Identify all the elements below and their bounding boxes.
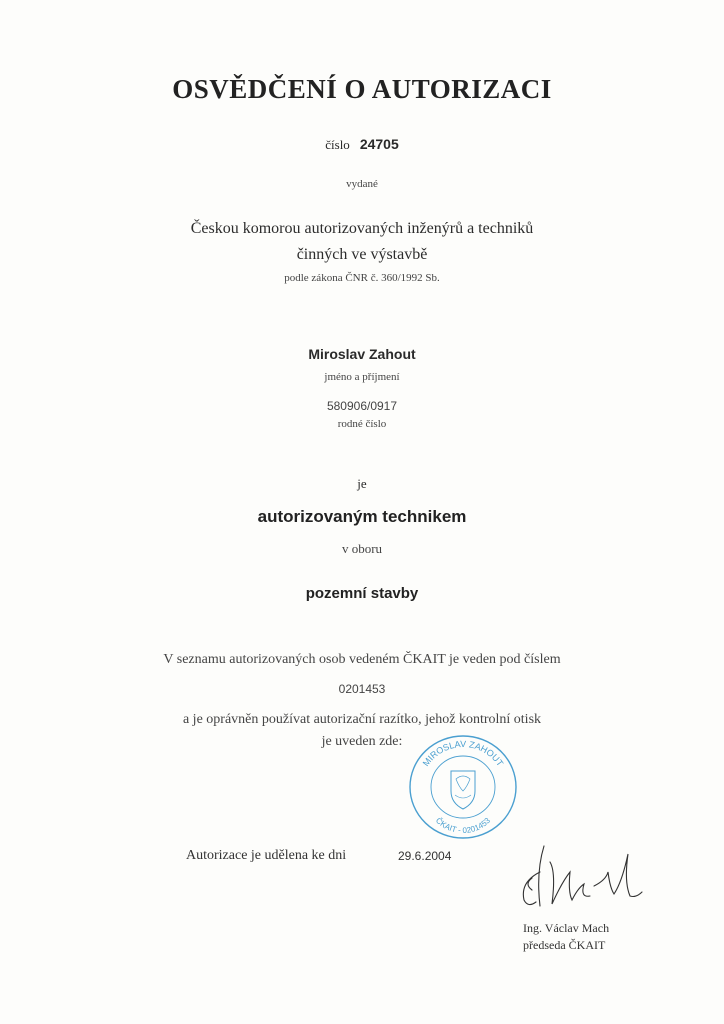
register-line: V seznamu autorizovaných osob vedeném ČKAIT je veden pod číslem bbox=[163, 652, 561, 667]
law-line: podle zákona ČNR č. 360/1992 Sb. bbox=[284, 272, 440, 284]
issued-label: vydané bbox=[346, 178, 378, 190]
signer-name: Ing. Václav Mach bbox=[523, 921, 610, 935]
signer-block bbox=[523, 920, 609, 954]
document-title: OSVĚDČENÍ O AUTORIZACI bbox=[172, 74, 552, 104]
issuer-line-2: činných ve výstavbě bbox=[296, 246, 428, 263]
number-value: 24705 bbox=[359, 136, 399, 152]
stamp-line-2: je uveden zde: bbox=[321, 734, 403, 749]
granted-date: 29.6.2004 bbox=[398, 849, 452, 863]
field-label: v oboru bbox=[341, 541, 383, 556]
authorization-stamp bbox=[407, 733, 519, 841]
certificate-number bbox=[0, 136, 724, 154]
granted-label: Autorizace je udělena ke dni bbox=[186, 848, 347, 863]
holder-name: Miroslav Zahout bbox=[308, 346, 416, 362]
stamp-line-1: a je oprávněn používat autorizační razítko, jehož kontrolní otisk bbox=[182, 712, 542, 727]
handwritten-signature bbox=[510, 842, 645, 914]
birth-number-label: rodné číslo bbox=[337, 418, 387, 430]
role-title: autorizovaným technikem bbox=[257, 507, 467, 526]
birth-number: 580906/0917 bbox=[326, 399, 398, 413]
signer-title: předseda ČKAIT bbox=[523, 938, 606, 952]
register-number: 0201453 bbox=[338, 682, 386, 696]
je-word: je bbox=[357, 476, 367, 491]
stamp-text-bottom: ČKAIT - 0201453 bbox=[433, 815, 493, 836]
issuer-line-1: Českou komorou autorizovaných inženýrů a techniků bbox=[190, 220, 534, 237]
stamp-text-top: MIROSLAV ZAHOUT bbox=[420, 738, 506, 769]
number-label: číslo bbox=[325, 137, 350, 152]
holder-name-label: jméno a příjmení bbox=[324, 371, 400, 383]
field-value: pozemní stavby bbox=[305, 585, 419, 602]
